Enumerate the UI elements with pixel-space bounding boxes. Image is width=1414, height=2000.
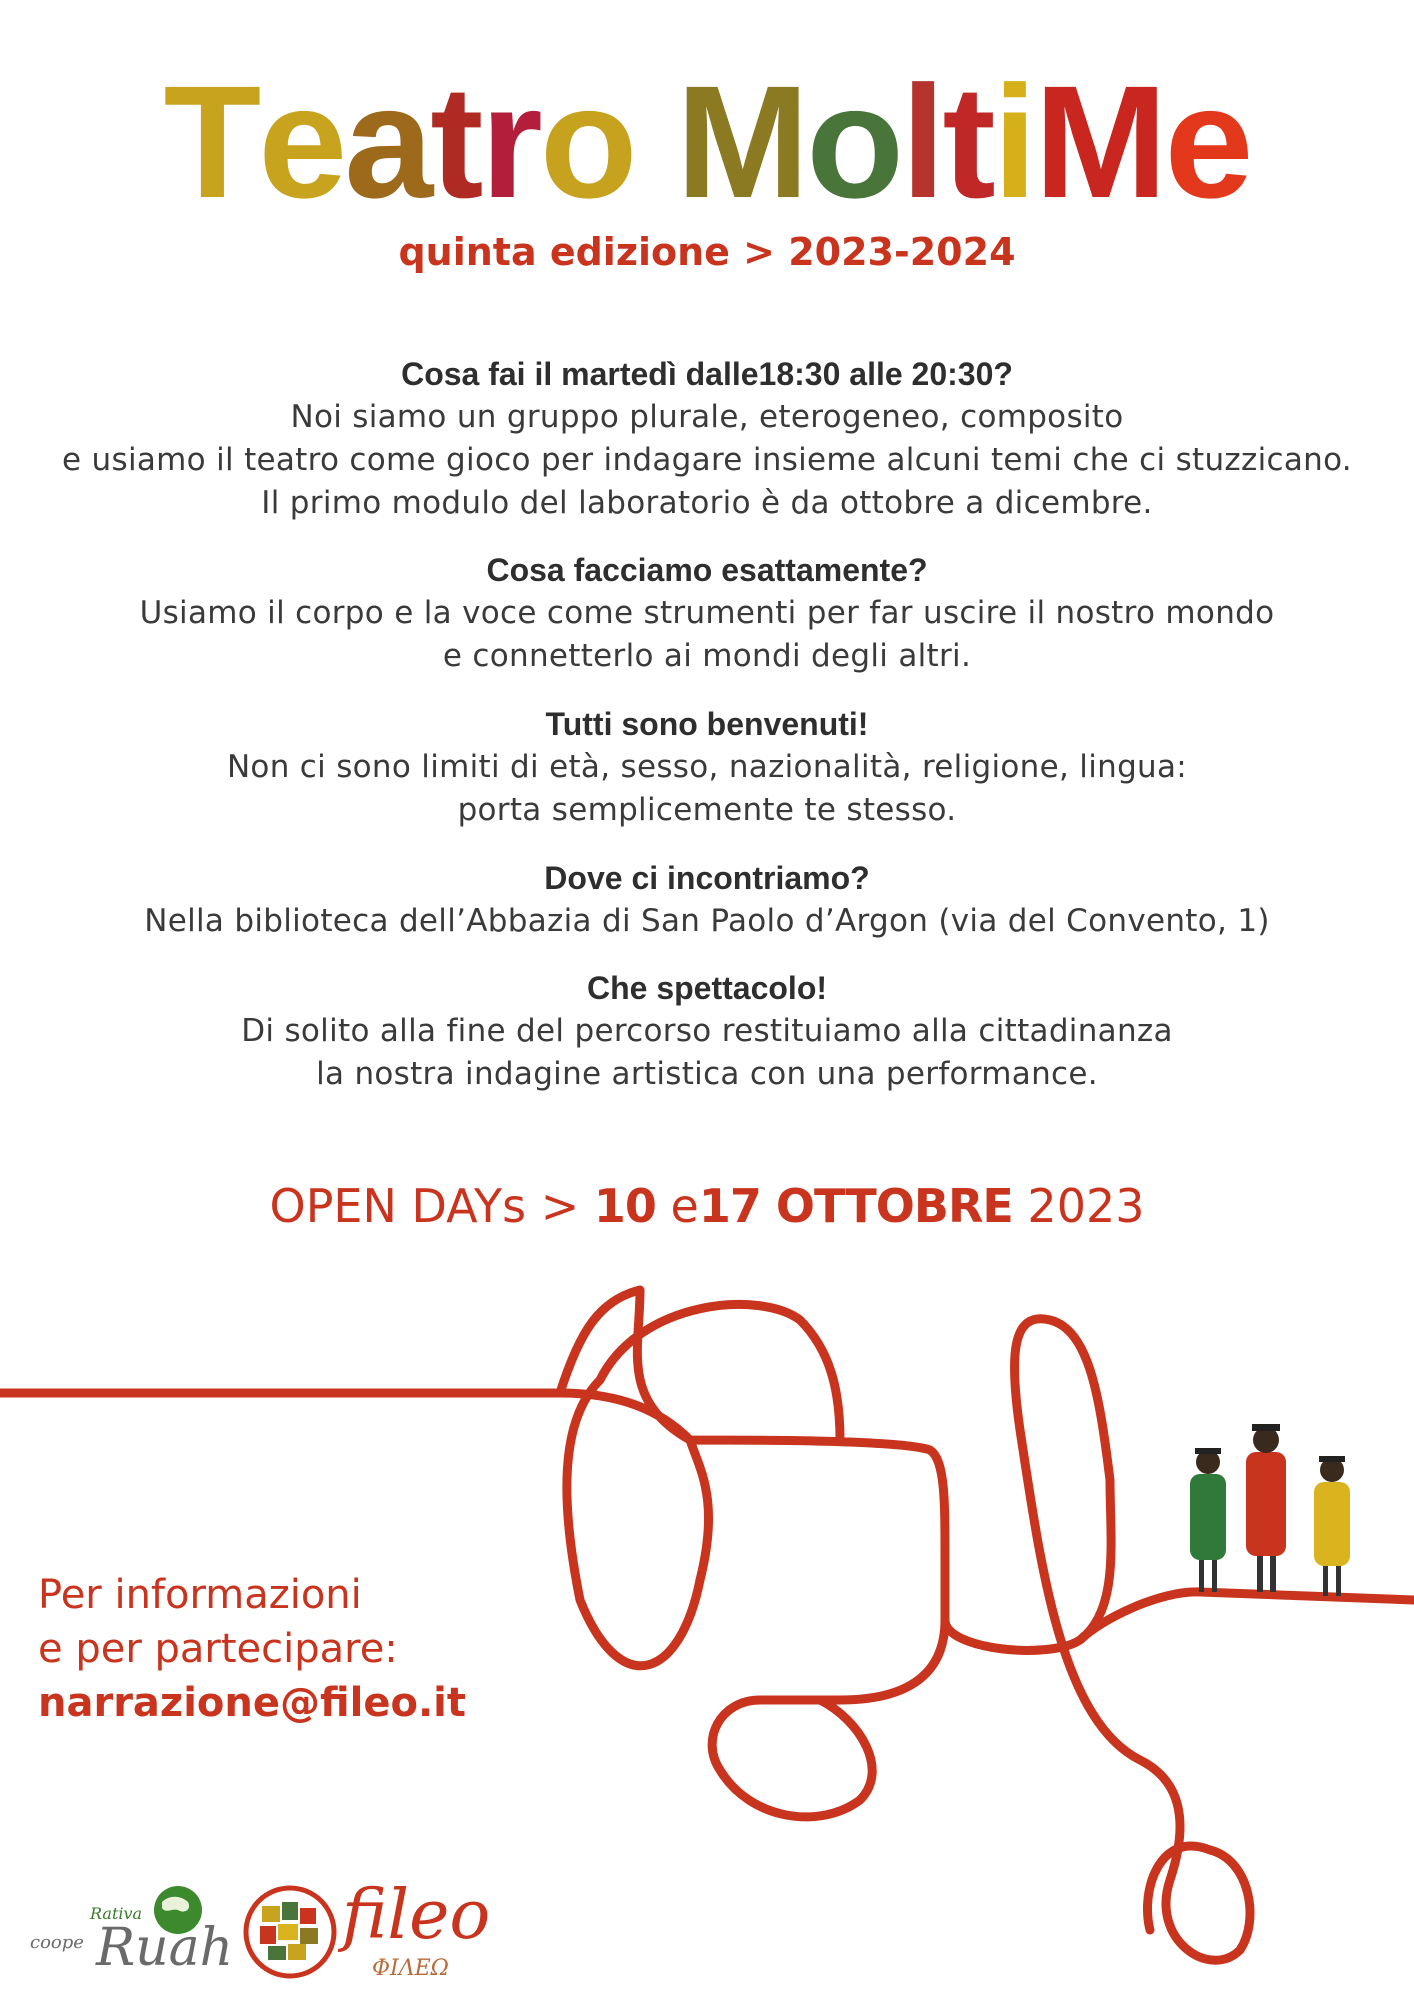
contact-email-link[interactable]: narrazione@fileo.it — [38, 1680, 466, 1726]
info-line-2: e per partecipare: — [38, 1626, 398, 1672]
title-letter: M — [675, 52, 807, 231]
open-day-1: 10 — [593, 1179, 656, 1233]
fileo-greek-text: ΦΙΛΕΩ — [372, 1956, 449, 1981]
title-letter: T — [163, 52, 259, 231]
ruah-text-rativa: Rativa — [90, 1904, 143, 1923]
section-line: e usiamo il teatro come gioco per indagare insieme alcuni temi che ci stuzzicano. — [62, 442, 1352, 478]
ruah-logo — [30, 1880, 234, 1980]
section-heading: Dove ci incontriamo? — [544, 860, 870, 896]
title-letter: e — [1164, 52, 1251, 231]
contact-info — [38, 1568, 466, 1730]
title-letter: i — [992, 52, 1035, 231]
section-line: porta semplicemente te stesso. — [457, 792, 957, 828]
edition-subtitle: quinta edizione > 2023-2024 — [398, 230, 1016, 274]
section-line: Non ci sono limiti di età, sesso, nazionalità, religione, lingua: — [226, 749, 1188, 785]
title-letter: a — [344, 52, 431, 231]
open-days-prefix: OPEN DAYs > — [269, 1179, 594, 1233]
section-heading: Che spettacolo! — [586, 970, 828, 1006]
section-heading: Tutti sono benvenuti! — [545, 706, 869, 742]
info-line-1: Per informazioni — [38, 1572, 362, 1618]
section-line: Noi siamo un gruppo plurale, eterogeneo, composito — [290, 399, 1124, 435]
section-line: Usiamo il corpo e la voce come strumenti per far uscire il nostro mondo — [139, 595, 1275, 631]
section-line: Di solito alla fine del percorso restituiamo alla cittadinanza — [241, 1013, 1173, 1049]
open-days-year: 2023 — [1012, 1179, 1145, 1233]
title-letter: o — [806, 52, 901, 231]
title-letter: M — [1034, 52, 1165, 231]
title-letter: l — [901, 52, 943, 231]
open-days-conj: e — [655, 1179, 699, 1233]
figure-red — [1246, 1424, 1286, 1592]
fileo-text: fileo — [342, 1876, 491, 1955]
title-letter: o — [539, 52, 635, 231]
open-day-2: 17 OTTOBRE — [698, 1179, 1013, 1233]
ruah-text-big: Ruah — [96, 1918, 234, 1978]
section-line: e connetterlo ai mondi degli altri. — [442, 638, 972, 674]
ruah-text-small: coope — [30, 1932, 84, 1953]
section-heading: Cosa facciamo esattamente? — [486, 552, 928, 588]
figure-green — [1190, 1448, 1226, 1592]
title-letter: r — [480, 52, 540, 231]
title-letter: e — [258, 52, 345, 231]
section-line: Il primo modulo del laboratorio è da ottobre a dicembre. — [261, 485, 1153, 521]
mosaic-icon — [240, 1882, 340, 1982]
title-letter: t — [942, 52, 993, 231]
figure-yellow — [1314, 1456, 1350, 1596]
section-heading: Cosa fai il martedì dalle18:30 alle 20:30? — [401, 356, 1013, 392]
fileo-logo — [240, 1872, 500, 1992]
title-letter: t — [430, 52, 481, 231]
section-line: la nostra indagine artistica con una performance. — [316, 1056, 1098, 1092]
section-line: Nella biblioteca dell’Abbazia di San Paolo d’Argon (via del Convento, 1) — [144, 903, 1270, 939]
